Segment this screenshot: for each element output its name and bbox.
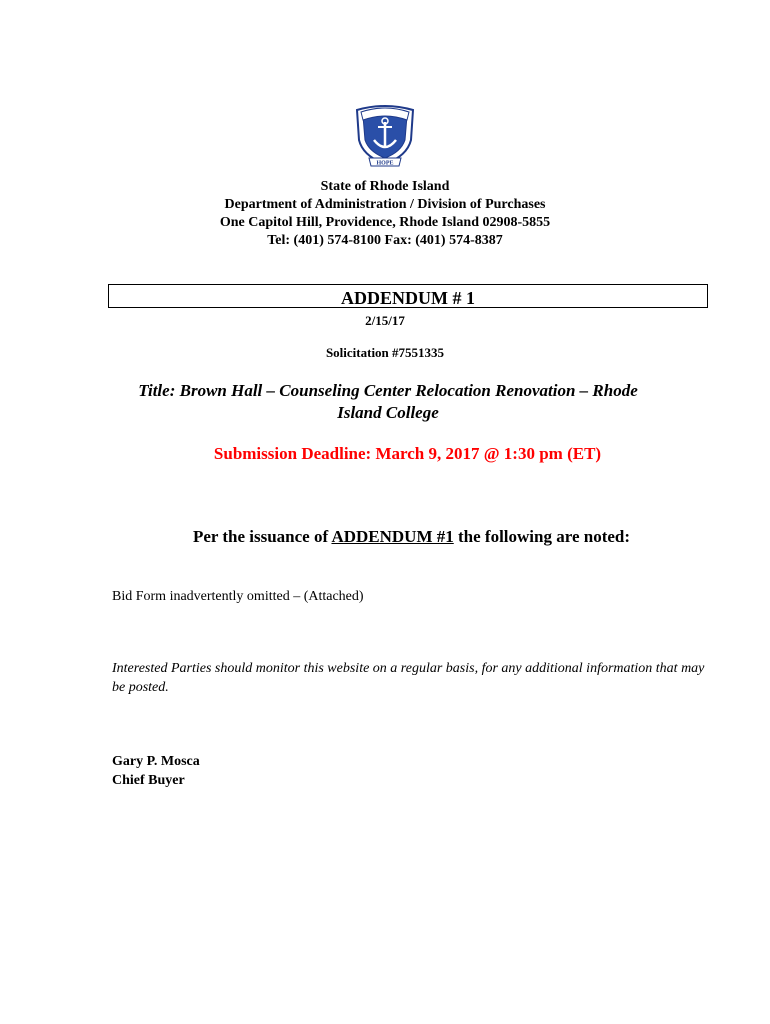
title-line-2: Island College (337, 403, 439, 422)
signature-name: Gary P. Mosca (112, 754, 200, 769)
bid-form-note: Bid Form inadvertently omitted – (Attached) (112, 589, 364, 604)
header-line-address: One Capitol Hill, Providence, Rhode Island 02908-5855 (219, 215, 551, 230)
signature-block (112, 752, 200, 790)
state-seal-logo (349, 100, 421, 172)
addendum-title: ADDENDUM # 1 (341, 288, 475, 308)
issuance-text-before: Per the issuance of (192, 527, 332, 546)
issuance-text-after: the following are noted: (453, 527, 631, 546)
submission-deadline: Submission Deadline: March 9, 2017 @ 1:30 pm (ET) (213, 444, 602, 463)
header-line-state: State of Rhode Island (320, 179, 450, 194)
title-line-1: Title: Brown Hall – Counseling Center Relocation Renovation – Rhode (138, 381, 638, 400)
solicitation-number: Solicitation #7551335 (325, 345, 445, 360)
header-line-phone: Tel: (401) 574-8100 Fax: (401) 574-8387 (267, 233, 503, 248)
addendum-title-box (108, 284, 708, 308)
issuance-statement (0, 527, 770, 547)
seal-motto: HOPE (376, 160, 394, 167)
signature-title: Chief Buyer (112, 773, 185, 788)
agency-header (0, 178, 770, 250)
document-title (108, 380, 668, 424)
header-line-department: Department of Administration / Division of Purchases (224, 197, 546, 212)
addendum-date: 2/15/17 (365, 313, 405, 328)
interested-parties-note: Interested Parties should monitor this website on a regular basis, for any additional information that may be posted. (112, 661, 705, 695)
issuance-addendum-ref: ADDENDUM #1 (331, 527, 454, 546)
